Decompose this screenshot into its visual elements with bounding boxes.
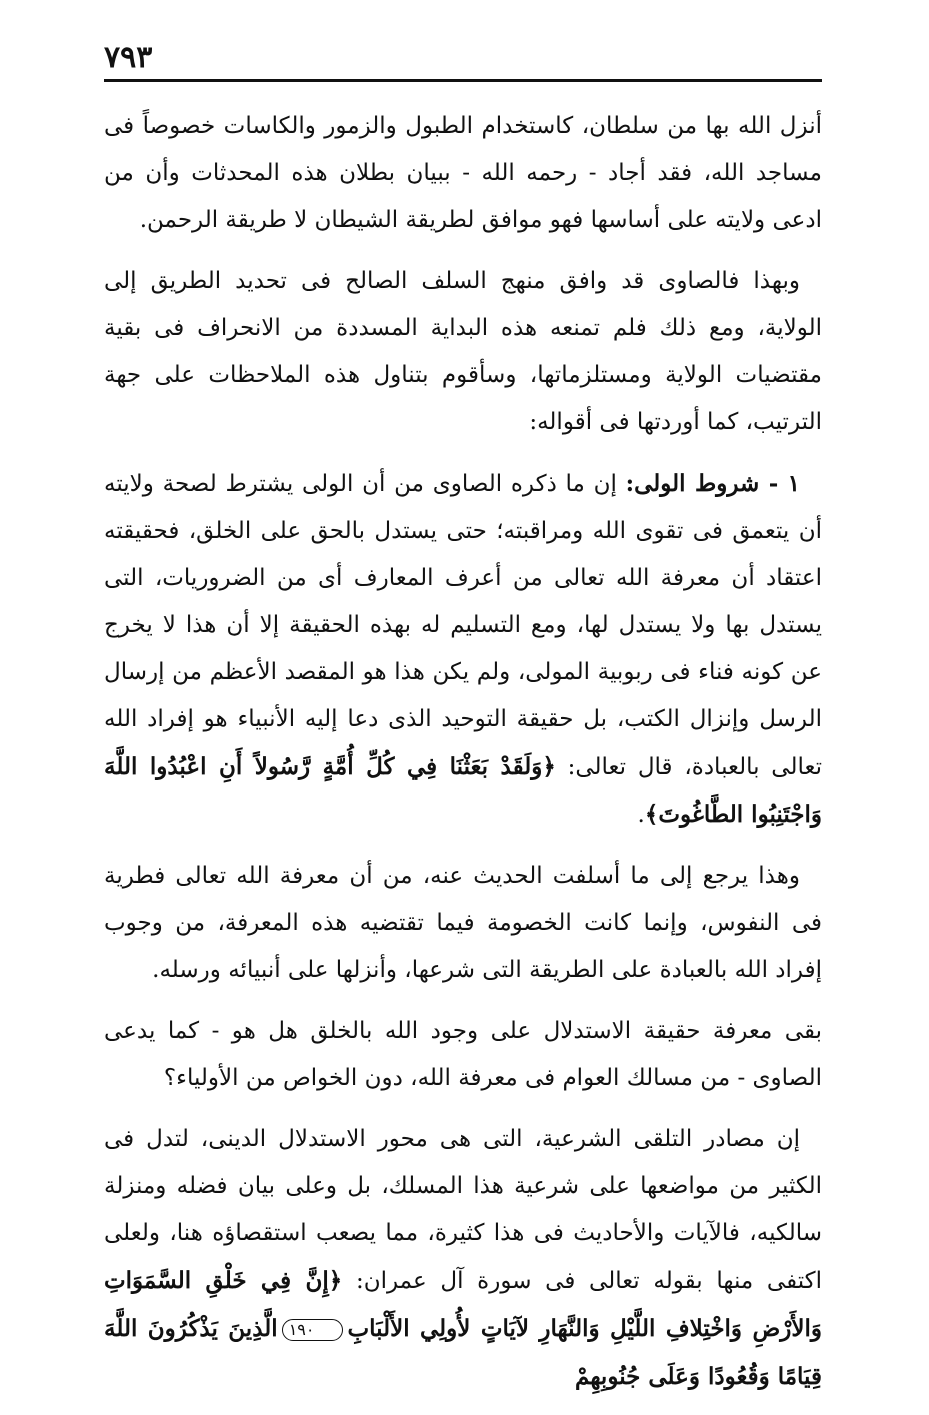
header-rule	[104, 79, 822, 82]
page-number: ٧٩٣	[104, 40, 153, 75]
paragraph-6	[104, 1116, 822, 1401]
paragraph-5: بقى معرفة حقيقة الاستدلال على وجود الله بالخلق هل هو - كما يدعى الصاوى - من مسالك العوام فى معرفة الله، دون الخواص من الأولياء؟	[104, 1018, 822, 1091]
paragraph-3	[104, 460, 822, 839]
quran-verse-1: ﴿وَلَقَدْ بَعَثْنَا فِي كُلِّ أُمَّةٍ رَّسُولاً أَنِ اعْبُدُوا اللَّهَ وَاجْتَنِبُوا الطَّاغُوتَ﴾	[104, 753, 822, 828]
quran-verse-2a: ﴿إِنَّ فِي خَلْقِ السَّمَوَاتِ وَالأَرْضِ وَاخْتِلافِ اللَّيْلِ وَالنَّهَارِ لآيَاتٍ لأُولِي الأَلْبَابِ	[104, 1267, 822, 1342]
paragraph-3-text: إن ما ذكره الصاوى من أن الولى يشترط لصحة ولايته أن يتعمق فى تقوى الله ومراقبته؛ حتى يستدل بالحق على الخلق، فحقيقته اعتقاد أن معرفة الله تعالى من أعرف المعارف أى من الضروريات، التى يستدل بها ولا يستدل لها، ومع التسليم له بهذه الحقيقة إلا أن هذا لا يخرج عن كونه فناء فى ربوبية المولى، ولم يكن هذا هو المقصد الأعظم من إرسال الرسل وإنزال الكتب، بل حقيقة التوحيد الذى دعا إليه الأنبياء هو إفراد الله تعالى بالعبادة، قال تعالى:	[104, 471, 822, 780]
paragraph-6-text: إن مصادر التلقى الشرعية، التى هى محور الاستدلال الدينى، لتدل فى الكثير من مواضعها على شرعية هذا المسلك، بل وعلى بيان فضله ومنزلة سالكيه، فالآيات والأحاديث فى هذا كثيرة، مما يصعب استقصاؤه هنا، ولعلى اكتفى منها بقوله تعالى فى سورة آل عمران:	[104, 1126, 822, 1294]
paragraph-2: وبهذا فالصاوى قد وافق منهج السلف الصالح فى تحديد الطريق إلى الولاية، ومع ذلك فلم تمنعه هذه البداية المسددة من الانحراف فى بقية مقتضيات الولاية ومستلزماتها، وسأقوم بتناول هذه الملاحظات على جهة الترتيب، كما أوردتها فى أقواله:	[104, 268, 822, 435]
paragraph-3-end: .	[637, 802, 645, 828]
paragraph-4: وهذا يرجع إلى ما أسلفت الحديث عنه، من أن معرفة الله تعالى فطرية فى النفوس، وإنما كانت الخصومة فيما تقتضيه هذه المعرفة، من وجوب إفراد الله بالعبادة على الطريقة التى شرعها، وأنزلها على أنبيائه ورسله.	[104, 863, 822, 983]
paragraph-1: أنزل الله بها من سلطان، كاستخدام الطبول والزمور والكاسات خصوصاً فى مساجد الله، فقد أجاد - رحمه الله - ببيان بطلان هذه المحدثات وأن من ادعى ولايته على أساسها فهو موافق لطريقة الشيطان لا طريقة الرحمن.	[104, 113, 822, 233]
page-body	[104, 103, 822, 1415]
section-heading-conditions-of-wali: ١ - شروط الولى:	[625, 470, 801, 497]
verse-number-marker: ١٩٠	[282, 1319, 344, 1341]
quran-verse-2b: الَّذِينَ يَذْكُرُونَ اللَّهَ قِيَامًا وَقُعُودًا وَعَلَى جُنُوبِهِمْ	[104, 1315, 822, 1390]
